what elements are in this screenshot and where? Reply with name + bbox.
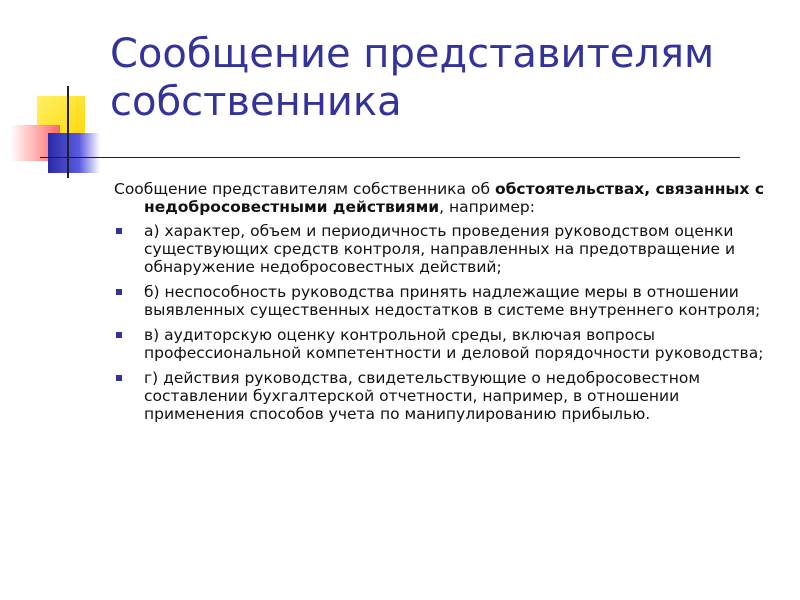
title-divider-line xyxy=(40,157,740,158)
list-item xyxy=(114,369,774,423)
intro-prefix: Сообщение представителям собственника об xyxy=(114,180,495,198)
list-item-text: г) действия руководства, свидетельствующие о недобросовестном составлении бухгалтерской отчетности, например, в отношении применения способов учета по манипулированию прибылью. xyxy=(144,369,701,423)
intro-bold: обстоятельствах, связанных с недобросовестными действиями xyxy=(144,180,765,216)
list-item-text: б) неспособность руководства принять надлежащие меры в отношении выявленных существенных недостатков в системе внутреннего контроля; xyxy=(144,283,761,319)
intro-suffix: , например: xyxy=(439,198,535,216)
slide-body xyxy=(114,180,774,430)
square-bullet-icon xyxy=(116,289,122,295)
list-item-text: в) аудиторскую оценку контрольной среды, включая вопросы профессиональной компетентности и деловой порядочности руководства; xyxy=(144,326,764,362)
list-item xyxy=(114,222,774,276)
logo-vertical-line xyxy=(67,86,69,178)
square-bullet-icon xyxy=(116,375,122,381)
intro-paragraph xyxy=(114,180,774,216)
square-bullet-icon xyxy=(116,228,122,234)
list-item xyxy=(114,283,774,319)
bullet-list xyxy=(114,222,774,423)
logo-blue-square xyxy=(48,133,100,173)
decorative-logo xyxy=(0,0,110,190)
square-bullet-icon xyxy=(116,332,122,338)
list-item-text: а) характер, объем и периодичность проведения руководством оценки существующих средств контроля, направленных на предотвращение и обнаружение недобросовестных действий; xyxy=(144,222,736,276)
list-item xyxy=(114,326,774,362)
slide-title: Сообщение представителям собственника xyxy=(110,31,715,125)
